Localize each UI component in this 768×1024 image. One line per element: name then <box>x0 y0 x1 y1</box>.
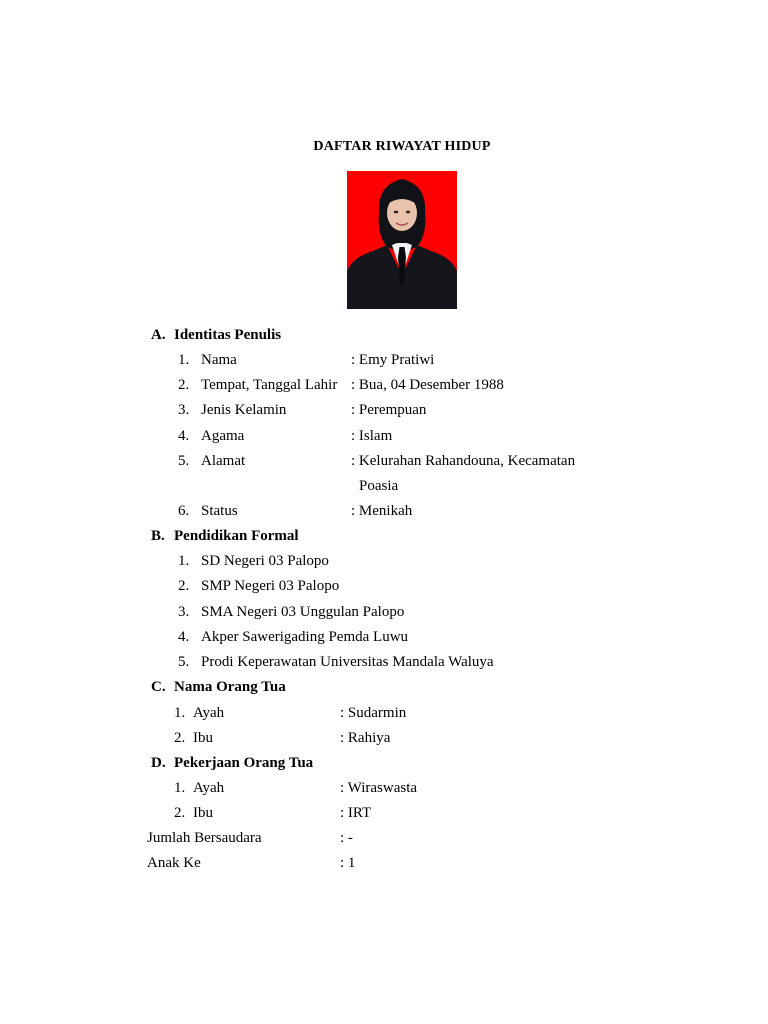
parent-name-value-mother: : Rahiya <box>340 730 391 746</box>
parent-name-value-father: : Sudarmin <box>340 705 407 721</box>
parent-job-label-mother: Ibu <box>193 805 213 821</box>
parent-name-num-2: 2. <box>174 730 186 746</box>
education-item: SMA Negeri 03 Unggulan Palopo <box>201 604 405 620</box>
education-item: SMP Negeri 03 Palopo <box>201 578 340 594</box>
identity-label-status: Status <box>201 503 238 519</box>
identity-num-5: 5. <box>178 453 190 469</box>
siblings-label: Jumlah Bersaudara <box>147 830 262 846</box>
education-item: SD Negeri 03 Palopo <box>201 553 329 569</box>
identity-num-6: 6. <box>178 503 190 519</box>
child-order-value: : 1 <box>340 855 356 871</box>
education-item: Akper Sawerigading Pemda Luwu <box>201 629 409 645</box>
identity-num-3: 3. <box>178 402 190 418</box>
education-num-3: 3. <box>178 604 190 620</box>
section-a-heading: Identitas Penulis <box>174 327 282 343</box>
education-num-4: 4. <box>178 629 190 645</box>
parent-job-value-mother: : IRT <box>340 805 372 821</box>
education-num-5: 5. <box>178 654 190 670</box>
parent-name-label-father: Ayah <box>193 705 225 721</box>
identity-value-gender: : Perempuan <box>351 402 427 418</box>
section-c-letter: C. <box>151 679 166 695</box>
identity-value-name: : Emy Pratiwi <box>351 352 435 368</box>
identity-num-4: 4. <box>178 428 190 444</box>
child-order-label: Anak Ke <box>147 855 201 871</box>
identity-value-address-cont: Poasia <box>359 478 399 494</box>
parent-name-num-1: 1. <box>174 705 186 721</box>
siblings-value: : - <box>340 830 353 846</box>
section-a-letter: A. <box>151 327 166 343</box>
identity-label-name: Nama <box>201 352 237 368</box>
profile-photo <box>347 171 457 309</box>
identity-label-religion: Agama <box>201 428 245 444</box>
parent-job-num-2: 2. <box>174 805 186 821</box>
identity-value-address: : Kelurahan Rahandouna, Kecamatan <box>351 453 576 469</box>
parent-name-label-mother: Ibu <box>193 730 213 746</box>
education-item: Prodi Keperawatan Universitas Mandala Waluya <box>201 654 494 670</box>
education-num-2: 2. <box>178 578 190 594</box>
identity-value-birth: : Bua, 04 Desember 1988 <box>351 377 504 393</box>
identity-label-birth: Tempat, Tanggal Lahir <box>201 377 338 393</box>
section-d-heading: Pekerjaan Orang Tua <box>174 755 314 771</box>
identity-label-gender: Jenis Kelamin <box>201 402 287 418</box>
section-d-letter: D. <box>151 755 166 771</box>
identity-label-address: Alamat <box>201 453 246 469</box>
section-c-heading: Nama Orang Tua <box>174 679 286 695</box>
education-num-1: 1. <box>178 553 190 569</box>
section-b-heading: Pendidikan Formal <box>174 528 299 544</box>
document-title: DAFTAR RIWAYAT HIDUP <box>313 139 491 154</box>
section-b-letter: B. <box>151 528 165 544</box>
parent-job-value-father: : Wiraswasta <box>340 780 418 796</box>
parent-job-label-father: Ayah <box>193 780 225 796</box>
identity-value-religion: : Islam <box>351 428 393 444</box>
identity-num-2: 2. <box>178 377 190 393</box>
identity-value-status: : Menikah <box>351 503 413 519</box>
parent-job-num-1: 1. <box>174 780 186 796</box>
identity-num-1: 1. <box>178 352 190 368</box>
